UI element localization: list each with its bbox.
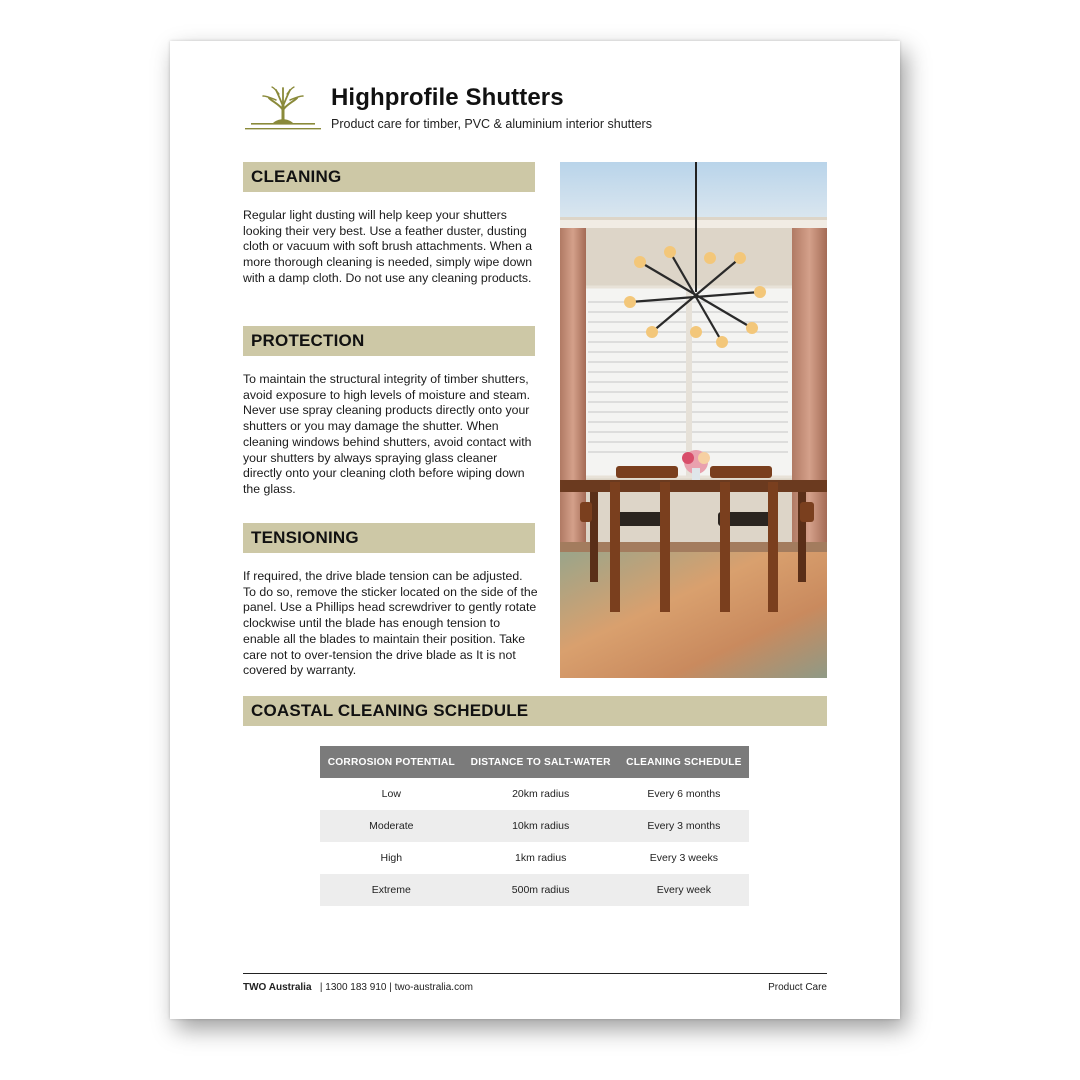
care-sheet-page <box>170 41 900 1019</box>
table-row <box>320 810 749 842</box>
table-row <box>320 778 749 810</box>
tensioning-body: If required, the drive blade tension can be adjusted. To do so, remove the sticker located on the side of the panel. Use a Phillips head screwdriver to gently rotate clockwise until the blade has enough tension to enable all the blades to maintain their position. Take care not to over-tension the drive blade as It is not covered by warranty. <box>243 569 538 678</box>
footer-website[interactable]: two-australia.com <box>394 982 473 993</box>
table-cell: 10km radius <box>463 810 619 842</box>
column-header: CLEANING SCHEDULE <box>619 746 749 778</box>
dining-room-photo <box>560 162 827 678</box>
table-header-row <box>320 746 749 778</box>
protection-heading: PROTECTION <box>243 326 535 356</box>
tree-logo-icon <box>243 84 323 134</box>
table-cell: Moderate <box>320 810 463 842</box>
coastal-schedule-table <box>320 746 749 906</box>
column-header: DISTANCE TO SALT-WATER <box>463 746 619 778</box>
table-cell: Every 3 weeks <box>649 852 719 864</box>
table-cell: 1km radius <box>514 852 567 864</box>
table-row <box>320 874 749 906</box>
footer-phone[interactable]: 1300 183 910 <box>325 982 387 993</box>
page-subtitle: Product care for timber, PVC & aluminium interior shutters <box>331 117 652 131</box>
footer-brand: TWO Australia <box>243 982 312 993</box>
cleaning-heading: CLEANING <box>243 162 535 192</box>
footer-divider <box>243 973 827 974</box>
footer-separator: | <box>319 982 323 993</box>
coastal-heading: COASTAL CLEANING SCHEDULE <box>243 696 827 726</box>
table-cell: Low <box>381 788 401 800</box>
table-cell: 20km radius <box>512 788 570 800</box>
table-cell: Extreme <box>320 874 463 906</box>
page-title: Highprofile Shutters <box>331 84 564 111</box>
tensioning-heading: TENSIONING <box>243 523 535 553</box>
footer-separator: | <box>389 982 392 993</box>
table-cell: Every 6 months <box>647 788 721 800</box>
cleaning-body: Regular light dusting will help keep your shutters looking their very best. Use a feather duster, dusting cloth or vacuum with soft brush attachments. When a more thorough cleaning is needed, simply wipe down with a damp cloth. Do not use any cleaning products. <box>243 208 533 285</box>
column-header: CORROSION POTENTIAL <box>320 746 463 778</box>
table-cell: 500m radius <box>463 874 619 906</box>
protection-body: To maintain the structural integrity of timber shutters, avoid exposure to high levels of moisture and steam. Never use spray cleaning products directly onto your shutters or you may damage the shutter. When cleaning windows behind shutters, avoid contact with your shutters by always spraying glass cleaner directly onto your cleaning cloth before wiping down the glass. <box>243 372 532 496</box>
table-row <box>320 842 749 874</box>
footer-right-label: Product Care <box>768 982 827 993</box>
table-cell: High <box>380 852 403 864</box>
footer <box>243 982 827 993</box>
table-cell: Every 3 months <box>619 810 749 842</box>
table-cell: Every week <box>619 874 749 906</box>
